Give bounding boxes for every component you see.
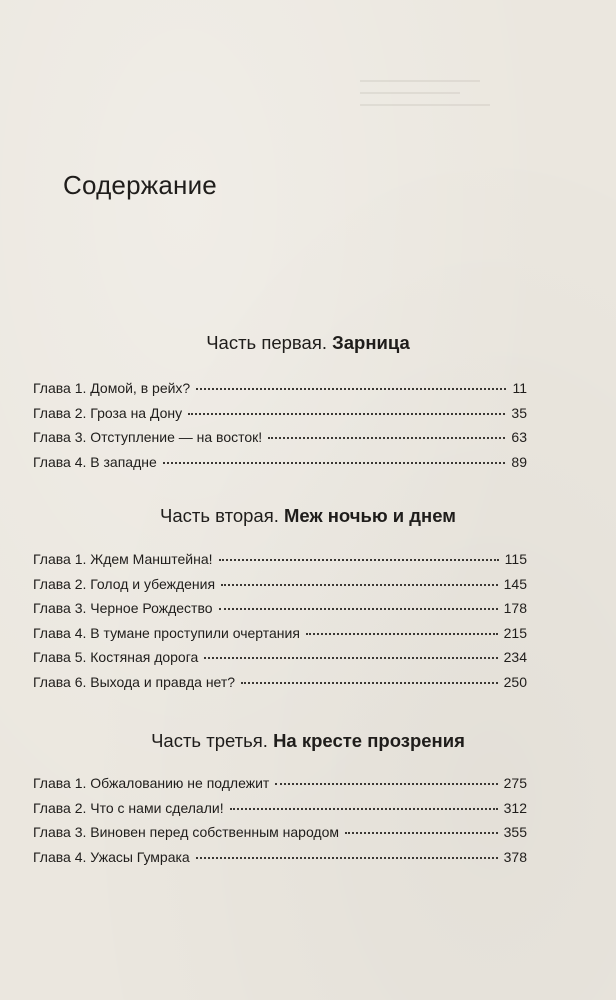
chapter-title: Глава 4. Ужасы Гумрака bbox=[33, 848, 190, 865]
toc-entry[interactable] bbox=[33, 551, 527, 576]
chapter-title: Глава 4. В западне bbox=[33, 453, 157, 470]
chapter-title: Глава 3. Черное Рождество bbox=[33, 600, 213, 616]
dot-leader bbox=[196, 857, 498, 859]
chapter-title: Глава 1. Домой, в рейх? bbox=[33, 380, 191, 396]
page-number: 35 bbox=[511, 404, 527, 421]
dot-leader bbox=[196, 388, 506, 390]
part-heading bbox=[0, 332, 616, 354]
part-heading bbox=[0, 730, 616, 752]
chapter-list bbox=[33, 380, 527, 478]
page-title: Содержание bbox=[63, 170, 217, 200]
dot-leader bbox=[345, 832, 498, 834]
toc-entry[interactable] bbox=[33, 600, 527, 625]
page-number: 215 bbox=[503, 624, 527, 641]
page-number: 89 bbox=[511, 453, 527, 470]
toc-entry[interactable] bbox=[33, 674, 527, 699]
toc-entry[interactable] bbox=[33, 625, 527, 650]
chapter-title: Глава 2. Голод и убеждения bbox=[33, 575, 216, 592]
part-prefix: Часть первая. bbox=[206, 332, 333, 353]
page-number: 275 bbox=[503, 775, 527, 791]
page-number: 312 bbox=[503, 799, 527, 816]
toc-entry[interactable] bbox=[33, 849, 527, 874]
page-number: 63 bbox=[511, 429, 527, 445]
page-number: 378 bbox=[503, 848, 527, 865]
dot-leader bbox=[188, 413, 505, 415]
chapter-title: Глава 1. Ждем Манштейна! bbox=[33, 551, 213, 567]
bleed-through-texture bbox=[360, 70, 560, 150]
dot-leader bbox=[221, 584, 498, 586]
chapter-title: Глава 4. В тумане проступили очертания bbox=[33, 624, 300, 641]
dot-leader bbox=[241, 682, 498, 684]
toc-entry[interactable] bbox=[33, 824, 527, 849]
page-number: 234 bbox=[503, 649, 527, 665]
toc-entry[interactable] bbox=[33, 405, 527, 430]
chapter-title: Глава 3. Отступление — на восток! bbox=[33, 429, 263, 445]
chapter-title: Глава 6. Выхода и правда нет? bbox=[33, 673, 236, 690]
dot-leader bbox=[275, 783, 497, 785]
toc-entry[interactable] bbox=[33, 429, 527, 454]
chapter-list bbox=[33, 775, 527, 873]
chapter-list bbox=[33, 551, 527, 698]
dot-leader bbox=[163, 462, 506, 464]
toc-entry[interactable] bbox=[33, 576, 527, 601]
page-number: 11 bbox=[512, 380, 527, 396]
toc-entry[interactable] bbox=[33, 454, 527, 479]
part-name: Меж ночью и днем bbox=[284, 505, 456, 526]
dot-leader bbox=[268, 437, 505, 439]
page-number: 178 bbox=[503, 600, 527, 616]
dot-leader bbox=[219, 559, 499, 561]
page-number: 115 bbox=[504, 551, 527, 567]
chapter-title: Глава 1. Обжалованию не подлежит bbox=[33, 775, 270, 791]
dot-leader bbox=[306, 633, 498, 635]
part-prefix: Часть вторая. bbox=[160, 505, 285, 526]
dot-leader bbox=[219, 608, 498, 610]
part-prefix: Часть третья. bbox=[151, 730, 274, 751]
part-name: Зарница bbox=[332, 332, 410, 353]
page-number: 145 bbox=[503, 575, 527, 592]
chapter-title: Глава 2. Что с нами сделали! bbox=[33, 799, 224, 816]
dot-leader bbox=[230, 808, 498, 810]
page-number: 250 bbox=[503, 673, 527, 690]
chapter-title: Глава 3. Виновен перед собственным народом bbox=[33, 824, 340, 840]
toc-entry[interactable] bbox=[33, 649, 527, 674]
toc-entry[interactable] bbox=[33, 775, 527, 800]
chapter-title: Глава 2. Гроза на Дону bbox=[33, 404, 183, 421]
toc-entry[interactable] bbox=[33, 380, 527, 405]
part-name: На кресте прозрения bbox=[273, 730, 465, 751]
page-number: 355 bbox=[503, 824, 527, 840]
dot-leader bbox=[204, 657, 497, 659]
part-heading bbox=[0, 505, 616, 527]
chapter-title: Глава 5. Костяная дорога bbox=[33, 649, 199, 665]
toc-entry[interactable] bbox=[33, 800, 527, 825]
